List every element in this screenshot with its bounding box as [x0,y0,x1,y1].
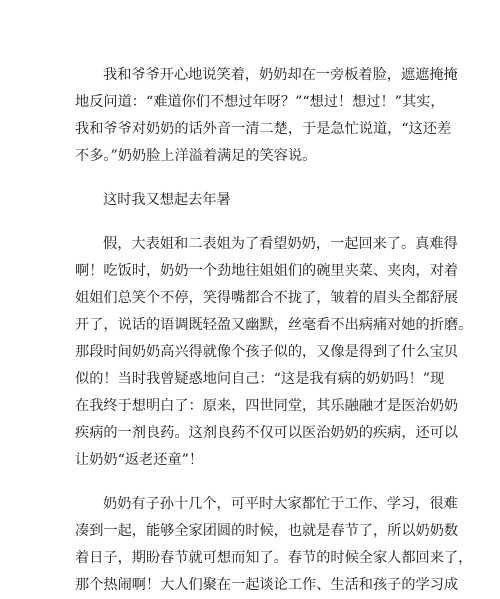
article-body [75,62,473,599]
text-line: 疾病的一剂良药。这剂良药不仅可以医治奶奶的疾病，还可以 [75,425,459,441]
text-line: 着日子，期盼春节就可想而知了。春节的时候全家人都回来了， [75,550,473,566]
paragraph-spacer [75,170,435,187]
text-line: 这时我又想起去年暑 [103,192,231,208]
text-line: 似的！当时我曾疑惑地问自己：“这是我有病的奶奶吗！”现 [75,371,445,387]
text-line: 在我终于想明白了：原来，四世同堂，其乐融融才是医治奶奶 [75,398,459,414]
paragraph-spacer [75,474,435,491]
text-line: 让奶奶“返老还童”！ [75,452,204,468]
paragraph-spacer [75,214,435,231]
paragraph-2 [75,187,435,214]
text-line: 假，大表姐和二表姐为了看望奶奶，一起回来了。真难得 [103,236,458,252]
text-line: 姐姐们总笑个不停，笑得嘴都合不拢了，皱着的眉头全都舒展 [75,290,459,306]
paragraph-3 [75,231,473,474]
text-line: 那个热闹啊！大人们聚在一起谈论工作、生活和孩子的学习成 [75,577,459,593]
text-line: 凑到一起，能够全家团圆的时候，也就是春节了，所以奶奶数 [75,523,459,539]
paragraph-1 [75,62,458,170]
text-line: 我和爷爷对奶奶的话外音一清二楚，于是急忙说道，“这还差 [75,121,452,137]
text-line: 啊！吃饭时，奶奶一个劲地往姐姐们的碗里夹菜、夹肉，对着 [75,263,459,279]
text-line: 地反问道：“难道你们不想过年呀？”“想过！想过！”其实， [75,94,445,110]
text-line: 不多。”奶奶脸上洋溢着满足的笑容说。 [75,148,317,164]
text-line: 我和爷爷开心地说笑着，奶奶却在一旁板着脸，遮遮掩掩 [103,67,458,83]
paragraph-4 [75,491,473,599]
text-line: 那段时间奶奶高兴得就像个孩子似的，又像是得到了什么宝贝 [75,344,459,360]
text-line: 奶奶有子孙十几个，可平时大家都忙于工作、学习，很难 [103,496,458,512]
text-line: 开了，说话的语调既轻盈又幽默，丝毫看不出病痛对她的折磨。 [75,317,473,333]
